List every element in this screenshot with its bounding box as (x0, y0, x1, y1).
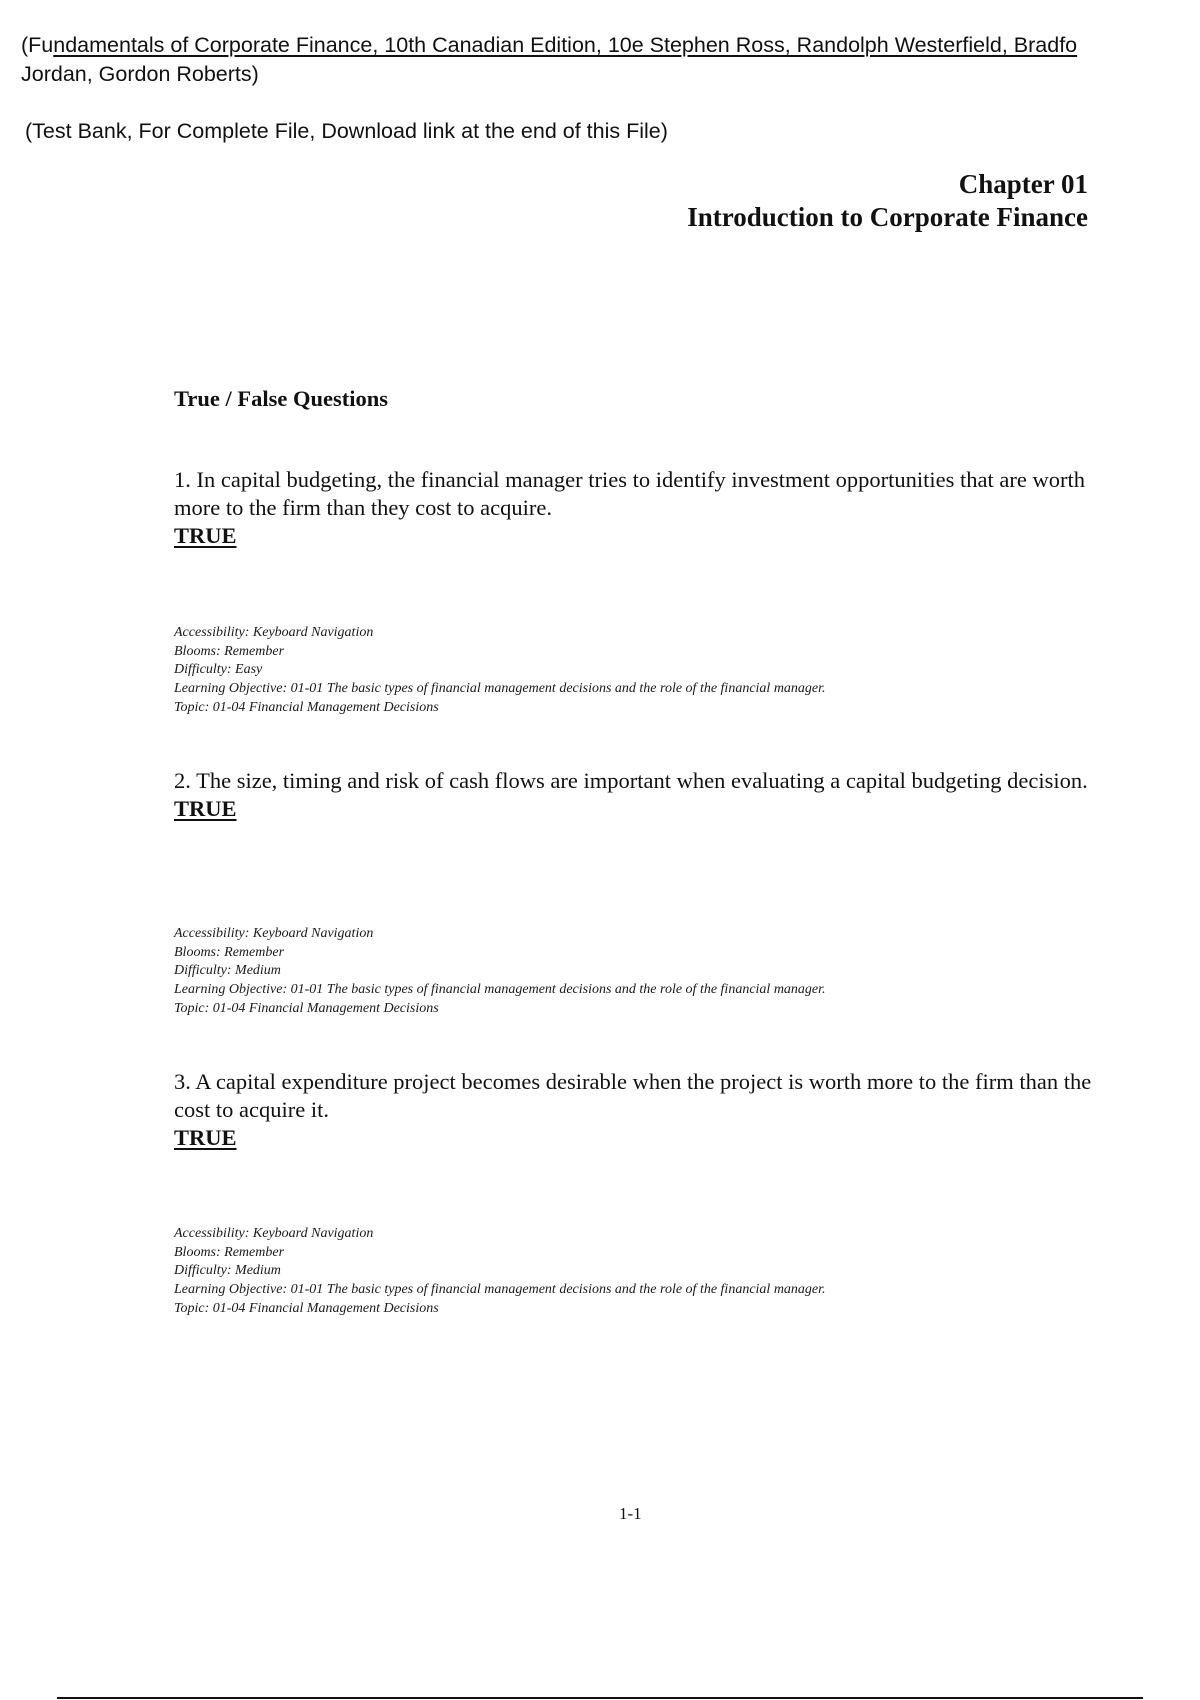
meta-blooms: Blooms: Remember (174, 944, 285, 960)
question-2-metadata (174, 925, 826, 1019)
question-3 (174, 1068, 1094, 1152)
source-citation-line-1 (21, 31, 1200, 60)
chapter-number: Chapter 01 (958, 169, 1088, 199)
meta-learning-objective: Learning Objective: 01-01 The basic types of financial management decisions and the role of the financial manager. (174, 681, 826, 697)
question-text: 3. A capital expenditure project becomes desirable when the project is worth more to the firm than the cost to acquire it. (174, 1069, 1092, 1122)
meta-topic: Topic: 01-04 Financial Management Decisions (174, 1300, 439, 1316)
question-2 (174, 767, 1094, 823)
question-text: 1. In capital budgeting, the financial manager tries to identify investment opportunities that are worth more to the firm than they cost to acquire. (174, 467, 1085, 520)
test-bank-note: (Test Bank, For Complete File, Download link at the end of this File) (25, 119, 668, 143)
meta-accessibility: Accessibility: Keyboard Navigation (174, 625, 374, 640)
chapter-title: Introduction to Corporate Finance (687, 202, 1088, 232)
question-3-metadata (174, 1225, 826, 1319)
question-1 (174, 466, 1094, 550)
source-citation-prefix: (Fu (21, 33, 54, 57)
meta-difficulty: Difficulty: Medium (174, 963, 281, 979)
answer-label: TRUE (174, 796, 237, 821)
page-number: 1-1 (619, 1504, 642, 1523)
meta-difficulty: Difficulty: Medium (174, 1263, 281, 1279)
meta-accessibility: Accessibility: Keyboard Navigation (174, 1226, 374, 1241)
meta-accessibility: Accessibility: Keyboard Navigation (174, 926, 374, 941)
answer-label: TRUE (174, 1125, 237, 1150)
meta-topic: Topic: 01-04 Financial Management Decisions (174, 1000, 439, 1016)
answer-label: TRUE (174, 523, 237, 548)
question-1-metadata (174, 624, 826, 718)
chapter-heading (687, 168, 1088, 234)
source-citation-link[interactable]: ndamentals of Corporate Finance, 10th Canadian Edition, 10e Stephen Ross, Randolph Westerfield, Bradfo (53, 33, 1078, 57)
section-title: True / False Questions (174, 386, 388, 411)
source-citation (21, 31, 1200, 89)
meta-difficulty: Difficulty: Easy (174, 662, 263, 678)
meta-topic: Topic: 01-04 Financial Management Decisions (174, 699, 439, 715)
meta-blooms: Blooms: Remember (174, 643, 285, 659)
meta-learning-objective: Learning Objective: 01-01 The basic types of financial management decisions and the role of the financial manager. (174, 1282, 826, 1298)
meta-learning-objective: Learning Objective: 01-01 The basic types of financial management decisions and the role of the financial manager. (174, 982, 826, 998)
question-text: 2. The size, timing and risk of cash flows are important when evaluating a capital budgeting decision. (174, 768, 1088, 793)
meta-blooms: Blooms: Remember (174, 1244, 285, 1260)
source-citation-line-2: Jordan, Gordon Roberts) (21, 62, 259, 86)
footer-divider (57, 1697, 1143, 1699)
